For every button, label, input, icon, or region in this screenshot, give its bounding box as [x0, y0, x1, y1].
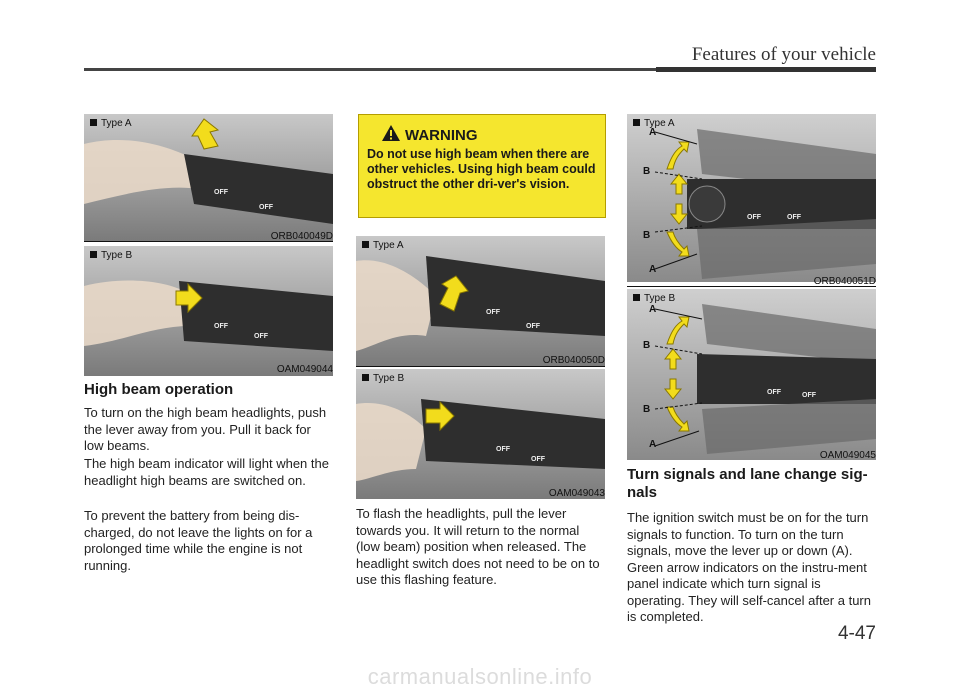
figure-type-a-high-beam: [84, 114, 333, 242]
warning-text: Do not use high beam when there are other vehicles. Using high beam could obstruct the other dri-ver's vision.: [367, 147, 596, 191]
flash-paragraph: To flash the headlights, pull the lever towards you. It will return to the normal (low beam) position when released. The headlight switch does not need to be on to use this flashing feature.: [356, 506, 600, 587]
figure-rule: [356, 366, 605, 367]
figure-code: OAM049044: [276, 364, 333, 375]
high-beam-p1: To turn on the high beam headlights, push the lever away from you. Pull it back for low beams.: [84, 405, 327, 453]
position-label-b: B: [643, 404, 651, 415]
position-label-a: A: [649, 304, 657, 315]
position-label-a: A: [649, 127, 657, 138]
off-marking: OFF: [496, 446, 510, 453]
off-marking: OFF: [214, 323, 228, 330]
figure-type-label: Type B: [362, 373, 404, 384]
off-marking: OFF: [767, 389, 781, 396]
lever-illustration: [356, 236, 605, 366]
warning-title: WARNING: [405, 127, 478, 144]
figure-type-label: Type A: [90, 118, 132, 129]
figure-type-b-flash: [356, 369, 605, 499]
warning-triangle-icon: [381, 124, 401, 142]
off-marking: OFF: [531, 456, 545, 463]
high-beam-p3: To prevent the battery from being dis-charged, do not leave the lights on for a prolonged time while the engine is not running.: [84, 508, 313, 573]
lever-illustration: [84, 114, 333, 242]
off-marking: OFF: [214, 189, 228, 196]
high-beam-heading: High beam operation: [84, 381, 234, 398]
warning-box: [358, 114, 606, 218]
position-label-b: B: [643, 166, 651, 177]
page-number: 4-47: [837, 623, 876, 644]
figure-code: ORB040050D: [542, 355, 605, 366]
figure-type-label: Type B: [633, 293, 675, 304]
off-marking: OFF: [526, 323, 540, 330]
header-rule: [84, 68, 876, 71]
figure-type-b-high-beam: [84, 246, 333, 376]
figure-type-b-turn-signal: [627, 289, 876, 460]
figure-code: ORB040049D: [270, 231, 333, 242]
figure-code: ORB040051D: [813, 276, 876, 287]
lever-illustration: [356, 369, 605, 499]
turn-signals-heading: Turn signals and lane change sig-nals: [627, 466, 868, 501]
figure-type-a-turn-signal: [627, 114, 876, 282]
off-marking: OFF: [486, 309, 500, 316]
off-marking: OFF: [787, 214, 801, 221]
figure-type-label: Type A: [633, 118, 675, 129]
off-marking: OFF: [254, 333, 268, 340]
off-marking: OFF: [259, 204, 273, 211]
position-label-a: A: [649, 439, 657, 450]
figure-type-label: Type B: [90, 250, 132, 261]
figure-code: OAM049045: [819, 450, 876, 461]
figure-code: OAM049043: [548, 488, 605, 499]
lever-illustration: [627, 289, 876, 460]
off-marking: OFF: [747, 214, 761, 221]
lever-illustration: [84, 246, 333, 376]
position-label-a: A: [649, 264, 657, 275]
turn-signals-paragraph: The ignition switch must be on for the turn signals to function. To turn on the turn signals, move the lever up or down (A). Green arrow indicators on the instru-ment panel indicate which turn signal is operating. They will self-cancel after a turn is completed.: [627, 510, 871, 624]
lever-illustration: [627, 114, 876, 282]
position-label-b: B: [643, 340, 651, 351]
position-label-b: B: [643, 230, 651, 241]
figure-type-a-flash: [356, 236, 605, 366]
high-beam-p2: The high beam indicator will light when the headlight high beams are switched on.: [84, 456, 329, 488]
off-marking: OFF: [802, 392, 816, 399]
figure-type-label: Type A: [362, 240, 404, 251]
watermark: carmanualsonline.info: [367, 664, 593, 689]
section-title: Features of your vehicle: [691, 44, 876, 65]
